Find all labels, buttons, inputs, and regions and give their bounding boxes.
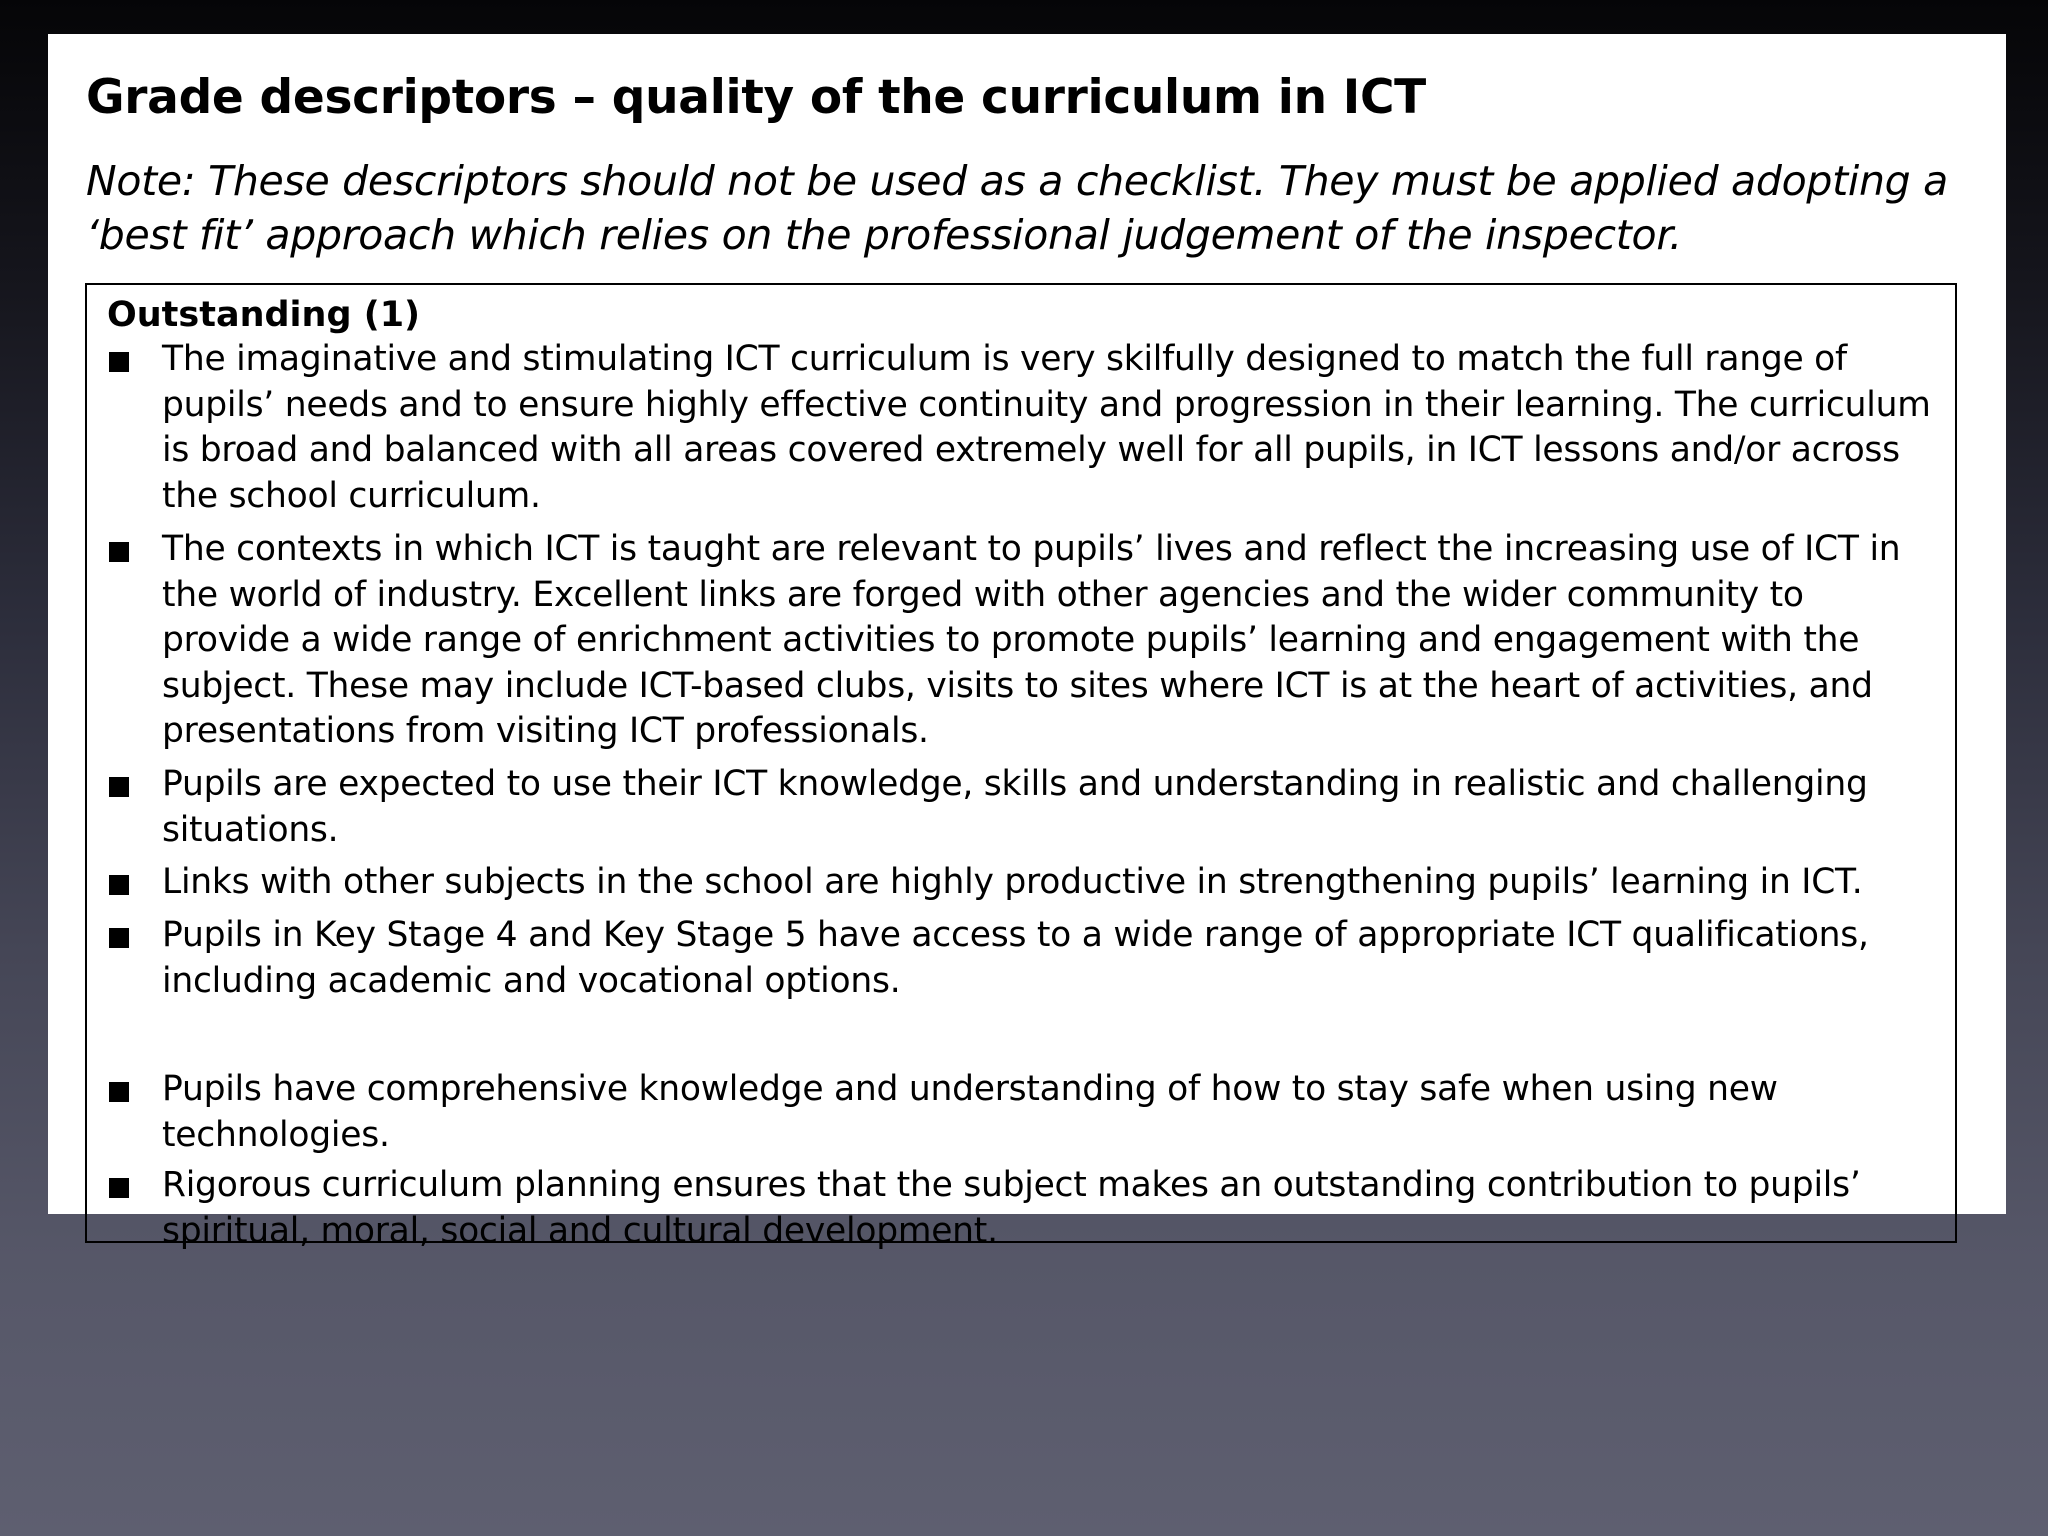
list-item <box>109 762 1939 853</box>
list-item <box>109 1067 1939 1158</box>
square-bullet-icon <box>109 928 129 948</box>
list-item <box>109 527 1939 755</box>
square-bullet-icon <box>109 1082 129 1102</box>
square-bullet-icon <box>109 542 129 562</box>
list-item <box>109 337 1939 519</box>
list-item-text: Pupils are expected to use their ICT knowledge, skills and understanding in realistic and challenging situations. <box>162 764 1868 850</box>
square-bullet-icon <box>109 777 129 797</box>
list-item-text: Rigorous curriculum planning ensures that the subject makes an outstanding contribution to pupils’ spiritual, moral, social and cultural development. <box>162 1165 1861 1251</box>
list-item-text: Pupils in Key Stage 4 and Key Stage 5 have access to a wide range of appropriate ICT qualifications, including academic and vocational options. <box>162 915 1869 1001</box>
grade-box-outstanding <box>85 283 1957 1251</box>
square-bullet-icon <box>109 352 129 372</box>
list-item-text: Pupils have comprehensive knowledge and understanding of how to stay safe when using new technologies. <box>162 1069 1778 1155</box>
list-item <box>109 1163 1939 1254</box>
document-note: Note: These descriptors should not be used as a checklist. They must be applied adopting a ‘best fit’ approach which relies on the professional judgement of the inspector. <box>86 157 1948 259</box>
list-item-text: The imaginative and stimulating ICT curriculum is very skilfully designed to match the full range of pupils’ needs and to ensure highly effective continuity and progression in their learning. The curriculum is broad and balanced with all areas covered extremely well for all pupils, in ICT lessons and/or across the school curriculum. <box>162 339 1931 516</box>
square-bullet-icon <box>109 1178 129 1198</box>
grade-heading: Outstanding (1) <box>107 295 421 335</box>
list-item-text: The contexts in which ICT is taught are relevant to pupils’ lives and reflect the increasing use of ICT in the world of industry. Excellent links are forged with other agencies and the wider community to provide a wide range of enrichment activities to promote pupils’ learning and engagement with the subject. These may include ICT-based clubs, visits to sites where ICT is at the heart of activities, and presentations from visiting ICT professionals. <box>162 529 1901 751</box>
document-title: Grade descriptors – quality of the curriculum in ICT <box>86 70 1426 125</box>
list-item <box>109 913 1939 1004</box>
square-bullet-icon <box>109 875 129 895</box>
list-item <box>109 860 1939 906</box>
document-image <box>48 34 2006 1251</box>
list-item-text: Links with other subjects in the school are highly productive in strengthening pupils’ learning in ICT. <box>162 862 1863 902</box>
